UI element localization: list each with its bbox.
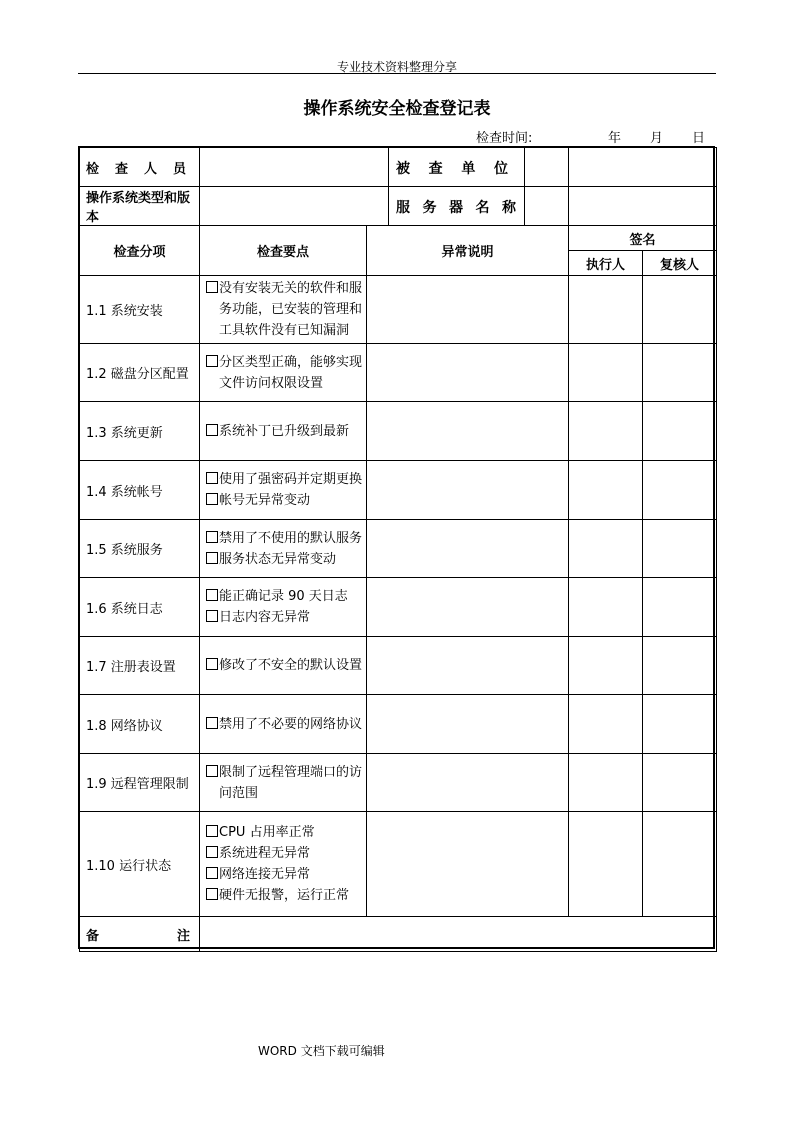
reviewer-cell[interactable] bbox=[643, 276, 717, 344]
check-point-line bbox=[206, 469, 362, 490]
exception-cell[interactable] bbox=[367, 637, 569, 695]
inspector-label-chars bbox=[86, 158, 186, 177]
col-header-points: 检查要点 bbox=[200, 226, 367, 276]
server-name-label bbox=[396, 197, 516, 217]
check-point-text: 使用了强密码并定期更换 bbox=[219, 472, 363, 487]
check-point-line bbox=[206, 278, 362, 299]
check-point-text: 文件访问权限设置 bbox=[219, 375, 324, 391]
check-point-line bbox=[206, 864, 362, 885]
check-point-line bbox=[206, 885, 362, 906]
check-time-row bbox=[476, 127, 705, 146]
check-points bbox=[200, 695, 367, 754]
check-points bbox=[200, 520, 367, 578]
check-point-line bbox=[206, 421, 362, 442]
check-point-text: 硬件无报警，运行正常 bbox=[219, 888, 350, 903]
check-item: 1.7 注册表设置 bbox=[80, 637, 200, 695]
check-point-line bbox=[206, 783, 362, 804]
check-item: 1.2 磁盘分区配置 bbox=[80, 344, 200, 402]
checkbox-icon[interactable] bbox=[206, 552, 218, 564]
check-point-text: 能正确记录 90 天日志 bbox=[219, 589, 348, 604]
check-time-day: 日 bbox=[692, 131, 706, 146]
server-name-label-char: 名 bbox=[475, 200, 490, 216]
server-name-field[interactable] bbox=[569, 187, 717, 226]
check-item: 1.6 系统日志 bbox=[80, 578, 200, 637]
reviewer-cell[interactable] bbox=[643, 344, 717, 402]
check-point-text: 工具软件没有已知漏洞 bbox=[219, 323, 350, 338]
reviewer-cell[interactable] bbox=[643, 461, 717, 520]
exception-cell[interactable] bbox=[367, 402, 569, 461]
check-item: 1.4 系统帐号 bbox=[80, 461, 200, 520]
exception-cell[interactable] bbox=[367, 578, 569, 637]
executor-cell[interactable] bbox=[569, 520, 643, 578]
checkbox-icon[interactable] bbox=[206, 472, 218, 484]
executor-cell[interactable] bbox=[569, 276, 643, 344]
header-divider bbox=[78, 73, 716, 74]
col-header-signature: 签名 bbox=[569, 226, 717, 251]
executor-cell[interactable] bbox=[569, 695, 643, 754]
reviewer-cell[interactable] bbox=[643, 578, 717, 637]
check-point-text: 限制了远程管理端口的访 bbox=[219, 764, 363, 780]
inspector-field[interactable] bbox=[200, 148, 569, 187]
check-point-text: CPU 占用率正常 bbox=[219, 825, 315, 840]
check-points bbox=[200, 461, 367, 520]
table-row bbox=[80, 695, 717, 754]
check-point-line bbox=[206, 714, 362, 735]
remarks-label-char: 备 bbox=[86, 928, 100, 944]
inspected-unit-field[interactable] bbox=[569, 148, 717, 187]
table-row bbox=[80, 812, 717, 917]
cell-divider bbox=[388, 147, 389, 187]
checkbox-icon[interactable] bbox=[206, 355, 218, 367]
inspector-label-char: 员 bbox=[172, 161, 186, 177]
check-point-line bbox=[206, 528, 362, 549]
exception-cell[interactable] bbox=[367, 344, 569, 402]
check-item: 1.10 运行状态 bbox=[80, 812, 200, 917]
page-footer: WORD 文档下载可编辑 bbox=[258, 1044, 385, 1058]
exception-cell[interactable] bbox=[367, 812, 569, 917]
checkbox-icon[interactable] bbox=[206, 281, 218, 293]
inspected-unit-label bbox=[396, 158, 508, 178]
cell-divider bbox=[388, 186, 389, 226]
remarks-field[interactable] bbox=[200, 917, 717, 952]
check-point-line bbox=[206, 373, 362, 394]
executor-cell[interactable] bbox=[569, 812, 643, 917]
reviewer-cell[interactable] bbox=[643, 812, 717, 917]
check-point-line bbox=[206, 586, 362, 607]
check-item: 1.8 网络协议 bbox=[80, 695, 200, 754]
check-point-text: 系统进程无异常 bbox=[219, 846, 311, 861]
col-header-exception: 异常说明 bbox=[367, 226, 569, 276]
check-point-text: 服务状态无异常变动 bbox=[219, 551, 337, 567]
reviewer-cell[interactable] bbox=[643, 754, 717, 812]
check-point-text: 禁用了不必要的网络协议 bbox=[219, 716, 363, 732]
table-row bbox=[80, 344, 717, 402]
checkbox-icon[interactable] bbox=[206, 424, 218, 436]
check-item: 1.9 远程管理限制 bbox=[80, 754, 200, 812]
check-points bbox=[200, 578, 367, 637]
check-point-text: 系统补丁已升级到最新 bbox=[219, 423, 350, 439]
exception-cell[interactable] bbox=[367, 695, 569, 754]
exception-cell[interactable] bbox=[367, 754, 569, 812]
checkbox-icon[interactable] bbox=[206, 589, 218, 601]
reviewer-cell[interactable] bbox=[643, 520, 717, 578]
check-point-line bbox=[206, 822, 362, 843]
inspector-label-char: 检 bbox=[86, 161, 100, 177]
checkbox-icon[interactable] bbox=[206, 846, 218, 858]
check-point-line bbox=[206, 549, 362, 570]
server-name-label-char: 器 bbox=[449, 200, 463, 216]
inspector-label bbox=[80, 148, 200, 187]
check-point-line bbox=[206, 320, 362, 341]
executor-cell[interactable] bbox=[569, 578, 643, 637]
table-row bbox=[80, 276, 717, 344]
check-point-text: 修改了不安全的默认设置 bbox=[219, 658, 363, 673]
check-points bbox=[200, 812, 367, 917]
exception-cell[interactable] bbox=[367, 461, 569, 520]
executor-cell[interactable] bbox=[569, 461, 643, 520]
checkbox-icon[interactable] bbox=[206, 825, 218, 837]
check-item: 1.5 系统服务 bbox=[80, 520, 200, 578]
check-time-month: 月 bbox=[650, 131, 664, 146]
exception-cell[interactable] bbox=[367, 276, 569, 344]
check-points bbox=[200, 637, 367, 695]
table-row bbox=[80, 520, 717, 578]
check-point-line bbox=[206, 655, 362, 676]
checkbox-icon[interactable] bbox=[206, 610, 218, 622]
check-point-line bbox=[206, 299, 362, 320]
check-point-text: 网络连接无异常 bbox=[219, 867, 311, 882]
inspector-label-char: 人 bbox=[143, 161, 157, 177]
executor-cell[interactable] bbox=[569, 344, 643, 402]
checkbox-icon[interactable] bbox=[206, 658, 218, 670]
table-row bbox=[80, 754, 717, 812]
form-title: 操作系统安全检查登记表 bbox=[303, 99, 491, 119]
check-points bbox=[200, 402, 367, 461]
reviewer-cell[interactable] bbox=[643, 695, 717, 754]
executor-cell[interactable] bbox=[569, 754, 643, 812]
check-point-text: 没有安装无关的软件和服 bbox=[219, 281, 363, 296]
check-item: 1.1 系统安装 bbox=[80, 276, 200, 344]
check-point-text: 问范围 bbox=[219, 785, 259, 801]
checkbox-icon[interactable] bbox=[206, 493, 218, 505]
check-point-line bbox=[206, 352, 362, 373]
checkbox-icon[interactable] bbox=[206, 765, 218, 777]
inspected-unit-label-char: 查 bbox=[428, 161, 443, 177]
reviewer-cell[interactable] bbox=[643, 402, 717, 461]
table-row bbox=[80, 402, 717, 461]
check-point-line bbox=[206, 490, 362, 511]
checkbox-icon[interactable] bbox=[206, 717, 218, 729]
server-name-label-char: 服 bbox=[396, 200, 410, 216]
executor-cell[interactable] bbox=[569, 402, 643, 461]
check-item: 1.3 系统更新 bbox=[80, 402, 200, 461]
check-point-line bbox=[206, 843, 362, 864]
check-point-line bbox=[206, 607, 362, 628]
check-points bbox=[200, 344, 367, 402]
server-name-label-char: 务 bbox=[422, 200, 437, 216]
col-header-reviewer: 复核人 bbox=[643, 251, 717, 276]
inspection-table bbox=[79, 147, 717, 952]
check-point-text: 禁用了不使用的默认服务 bbox=[219, 530, 363, 546]
check-points bbox=[200, 276, 367, 344]
remarks-label bbox=[80, 917, 200, 952]
check-point-text: 日志内容无异常 bbox=[219, 610, 311, 625]
remarks-label-char: 注 bbox=[176, 928, 190, 944]
check-point-text: 分区类型正确，能够实现 bbox=[219, 354, 363, 370]
col-header-item: 检查分项 bbox=[80, 226, 200, 276]
checkbox-icon[interactable] bbox=[206, 867, 218, 879]
os-field[interactable] bbox=[200, 187, 569, 226]
os-label: 操作系统类型和版本 bbox=[80, 187, 200, 226]
server-name-label-char: 称 bbox=[502, 200, 516, 216]
col-header-executor: 执行人 bbox=[569, 251, 643, 276]
check-time-label: 检查时间: bbox=[476, 131, 533, 146]
inspected-unit-label-char: 位 bbox=[493, 161, 508, 177]
executor-cell[interactable] bbox=[569, 637, 643, 695]
page-header: 专业技术资料整理分享 bbox=[336, 60, 457, 74]
check-time-year: 年 bbox=[608, 131, 622, 146]
exception-cell[interactable] bbox=[367, 520, 569, 578]
check-points bbox=[200, 754, 367, 812]
checkbox-icon[interactable] bbox=[206, 531, 218, 543]
check-point-text: 帐号无异常变动 bbox=[219, 493, 311, 508]
check-point-line bbox=[206, 762, 362, 783]
inspector-label-char: 查 bbox=[114, 161, 128, 177]
reviewer-cell[interactable] bbox=[643, 637, 717, 695]
table-row bbox=[80, 637, 717, 695]
inspected-unit-label-char: 被 bbox=[396, 161, 410, 177]
checkbox-icon[interactable] bbox=[206, 888, 218, 900]
table-row bbox=[80, 578, 717, 637]
cell-divider bbox=[524, 147, 525, 187]
table-row bbox=[80, 461, 717, 520]
check-point-text: 务功能，已安装的管理和 bbox=[219, 302, 363, 317]
cell-divider bbox=[524, 186, 525, 226]
inspected-unit-label-char: 单 bbox=[461, 161, 476, 177]
